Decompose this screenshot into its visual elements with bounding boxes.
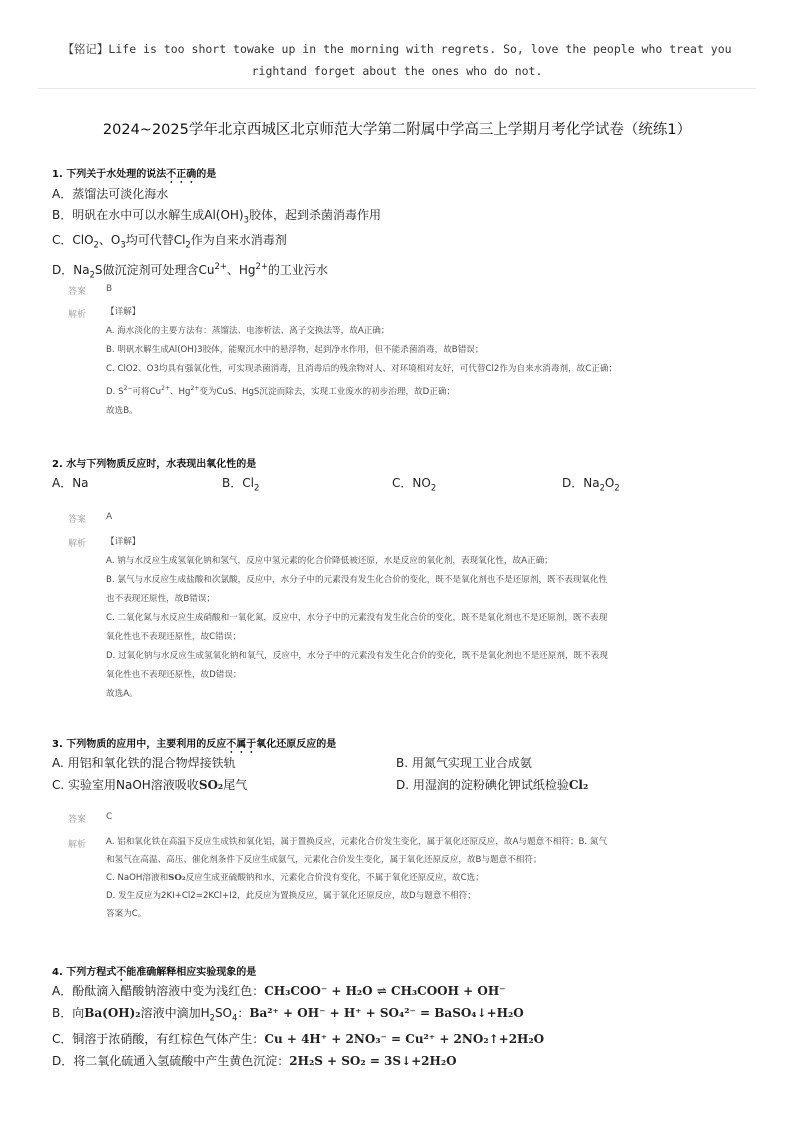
- analysis-label: 解析: [68, 840, 87, 850]
- explanation-line: 故选A。: [106, 689, 138, 699]
- explanation-line: A. 海水淡化的主要方法有：蒸馏法、电渗析法、离子交换法等，故A正确；: [106, 326, 390, 336]
- question-1-options: [52, 184, 752, 285]
- option-c: C．ClO$_2$、$O_3$均可代替$Cl_2$作为自来水消毒剂: [52, 233, 287, 250]
- explanation-line: 也不表现还原性，故B错误；: [106, 594, 216, 604]
- explanation-line: 氧化性也不表现还原性，故D错误；: [106, 670, 242, 680]
- explanation-line: 和氢气在高温、高压、催化剂条件下反应生成氨气，元素化合价发生变化，属于氧化还原反应，故B与题意不相符；: [106, 855, 542, 865]
- explanation-line: D. 发生反应为2KI+Cl2=2KCl+I2，此反应为置换反应，属于氧化还原反应，故D与题意不相符；: [106, 891, 476, 901]
- answer-label: 答案: [68, 287, 87, 297]
- explanation: [106, 833, 746, 923]
- answer-value: B: [106, 284, 113, 294]
- explanation-line: 氧化性也不表现还原性，故C错误；: [106, 632, 241, 642]
- explanation-line: C. ClO2、O3均具有强氧化性，可实现杀菌消毒，且消毒后的残余物对人、对环境相对友好，可代替Cl2作为自来水消毒剂，故C正确；: [106, 364, 618, 374]
- explanation-head: 【详解】: [106, 307, 141, 317]
- option-d: D. 用湿润的淀粉碘化钾试纸检验Cl₂: [396, 778, 589, 792]
- explanation-line: A. 钠与水反应生成氢氧化钠和氢气，反应中氢元素的化合价降低被还原，水是反应的氧化剂，表现氧化性，故A正确；: [106, 556, 553, 566]
- question-stem: 1. 下列关于水处理的说法不正确的是: [52, 169, 217, 180]
- question-3-options: [52, 752, 752, 796]
- question-stem: 4. 下列方程式不能准确解释相应实验现象的是: [52, 967, 257, 978]
- explanation-line: B. 明矾水解生成Al(OH)3胶体，能聚沉水中的悬浮物，起到净水作用，但不能杀菌消毒，故B错误；: [106, 345, 484, 355]
- answer-value: A: [106, 512, 113, 522]
- motto-line-1: 【铭记】Life is too short towake up in the morning with regrets. So, love the people who treat you: [62, 42, 732, 56]
- option-a: A. 用铝和氧化铁的混合物焊接铁轨: [52, 756, 236, 770]
- option-d: D．将二氧化硫通入氢硫酸中产生黄色沉淀：2H₂S + SO₂ = 3S↓+2H₂O: [52, 1054, 457, 1069]
- explanation: [106, 303, 746, 421]
- answer-label: 答案: [68, 815, 87, 825]
- explanation-line: 答案为C。: [106, 909, 147, 919]
- explanation-line: C. NaOH溶液和SO₂反应生成亚硫酸钠和水，元素化合价没有变化，不属于氧化还原反应，故C选；: [106, 873, 484, 883]
- explanation-line: B. 氯气与水反应生成盐酸和次氯酸，反应中，水分子中的元素没有发生化合价的变化，既不是氧化剂也不是还原剂，既不表现氧化性: [106, 575, 608, 585]
- answer-value: C: [106, 812, 113, 822]
- option-b: B．向Ba(OH)₂溶液中滴加$H_2SO_4$：Ba²⁺ + OH⁻ + H⁺ + SO₄²⁻ = BaSO₄↓+H₂O: [52, 1006, 524, 1023]
- header-divider: [38, 88, 756, 89]
- explanation: [106, 533, 746, 704]
- answer-row: [68, 812, 113, 825]
- option-c: C．铜溶于浓硝酸，有红棕色气体产生：Cu + 4H⁺ + 2NO₃⁻ = Cu²⁺ + 2NO₂↑+2H₂O: [52, 1032, 545, 1047]
- explanation-line: D. $S^{2-}$可将$Cu^{2+}$、$Hg^{2+}$变为CuS、HgS沉淀而除去，实现工业废水的初步治理，故D正确；: [106, 385, 456, 397]
- analysis-label: 解析: [68, 310, 87, 320]
- option-c: C. 实验室用NaOH溶液吸收SO₂尾气: [52, 778, 248, 792]
- explanation-line: 故选B。: [106, 405, 138, 416]
- answer-label: 答案: [68, 515, 87, 525]
- question-2: [52, 455, 752, 474]
- motto-line-2: rightand forget about the ones who do not.: [251, 64, 543, 78]
- option-d: D．$Na_2O_2$: [562, 476, 620, 493]
- option-a: A．酚酞滴入醋酸钠溶液中变为浅红色：CH₃COO⁻ + H₂O ⇌ CH₃COOH + OH⁻: [52, 984, 506, 998]
- question-stem: 2. 水与下列物质反应时，水表现出氧化性的是: [52, 459, 257, 470]
- answer-row: [68, 512, 113, 525]
- option-c: C．$NO_2$: [392, 476, 437, 493]
- motto-banner: [30, 38, 764, 82]
- option-b: B．$Cl_2$: [222, 476, 260, 493]
- option-b: B．明矾在水中可以水解生成$Al(OH)_3$胶体，起到杀菌消毒作用: [52, 208, 381, 225]
- explanation-head: 【详解】: [106, 537, 141, 547]
- option-b: B. 用氮气实现工业合成氨: [396, 756, 532, 770]
- explanation-line: D. 过氧化钠与水反应生成氢氧化钠和氧气，反应中，水分子中的元素没有发生化合价的变化，既不是氧化剂也不是还原剂，既不表现: [106, 651, 608, 661]
- explanation-line: A. 铝和氧化铁在高温下反应生成铁和氧化铝，属于置换反应，元素化合价发生变化，属于氧化还原反应，故A与题意不相符；B. 氮气: [106, 837, 608, 847]
- explanation-line: C. 二氧化氮与水反应生成硝酸和一氧化氮，反应中，水分子中的元素没有发生化合价的变化，既不是氧化剂也不是还原剂，既不表现: [106, 613, 608, 623]
- answer-row: [68, 284, 113, 297]
- page-title: 2024~2025学年北京西城区北京师范大学第二附属中学高三上学期月考化学试卷（统练1）: [102, 122, 692, 138]
- question-4-options: [52, 980, 752, 1072]
- question-stem: 3. 下列物质的应用中，主要利用的反应不属于氧化还原反应的是: [52, 739, 337, 750]
- option-a: A．蒸馏法可淡化海水: [52, 187, 169, 201]
- option-d: D．$Na_2S$做沉淀剂可处理含$Cu^{2+}$、$Hg^{2+}$的工业污水: [52, 260, 328, 280]
- analysis-label: 解析: [68, 539, 87, 549]
- question-2-options: [52, 473, 752, 497]
- option-a: A．Na: [52, 476, 89, 490]
